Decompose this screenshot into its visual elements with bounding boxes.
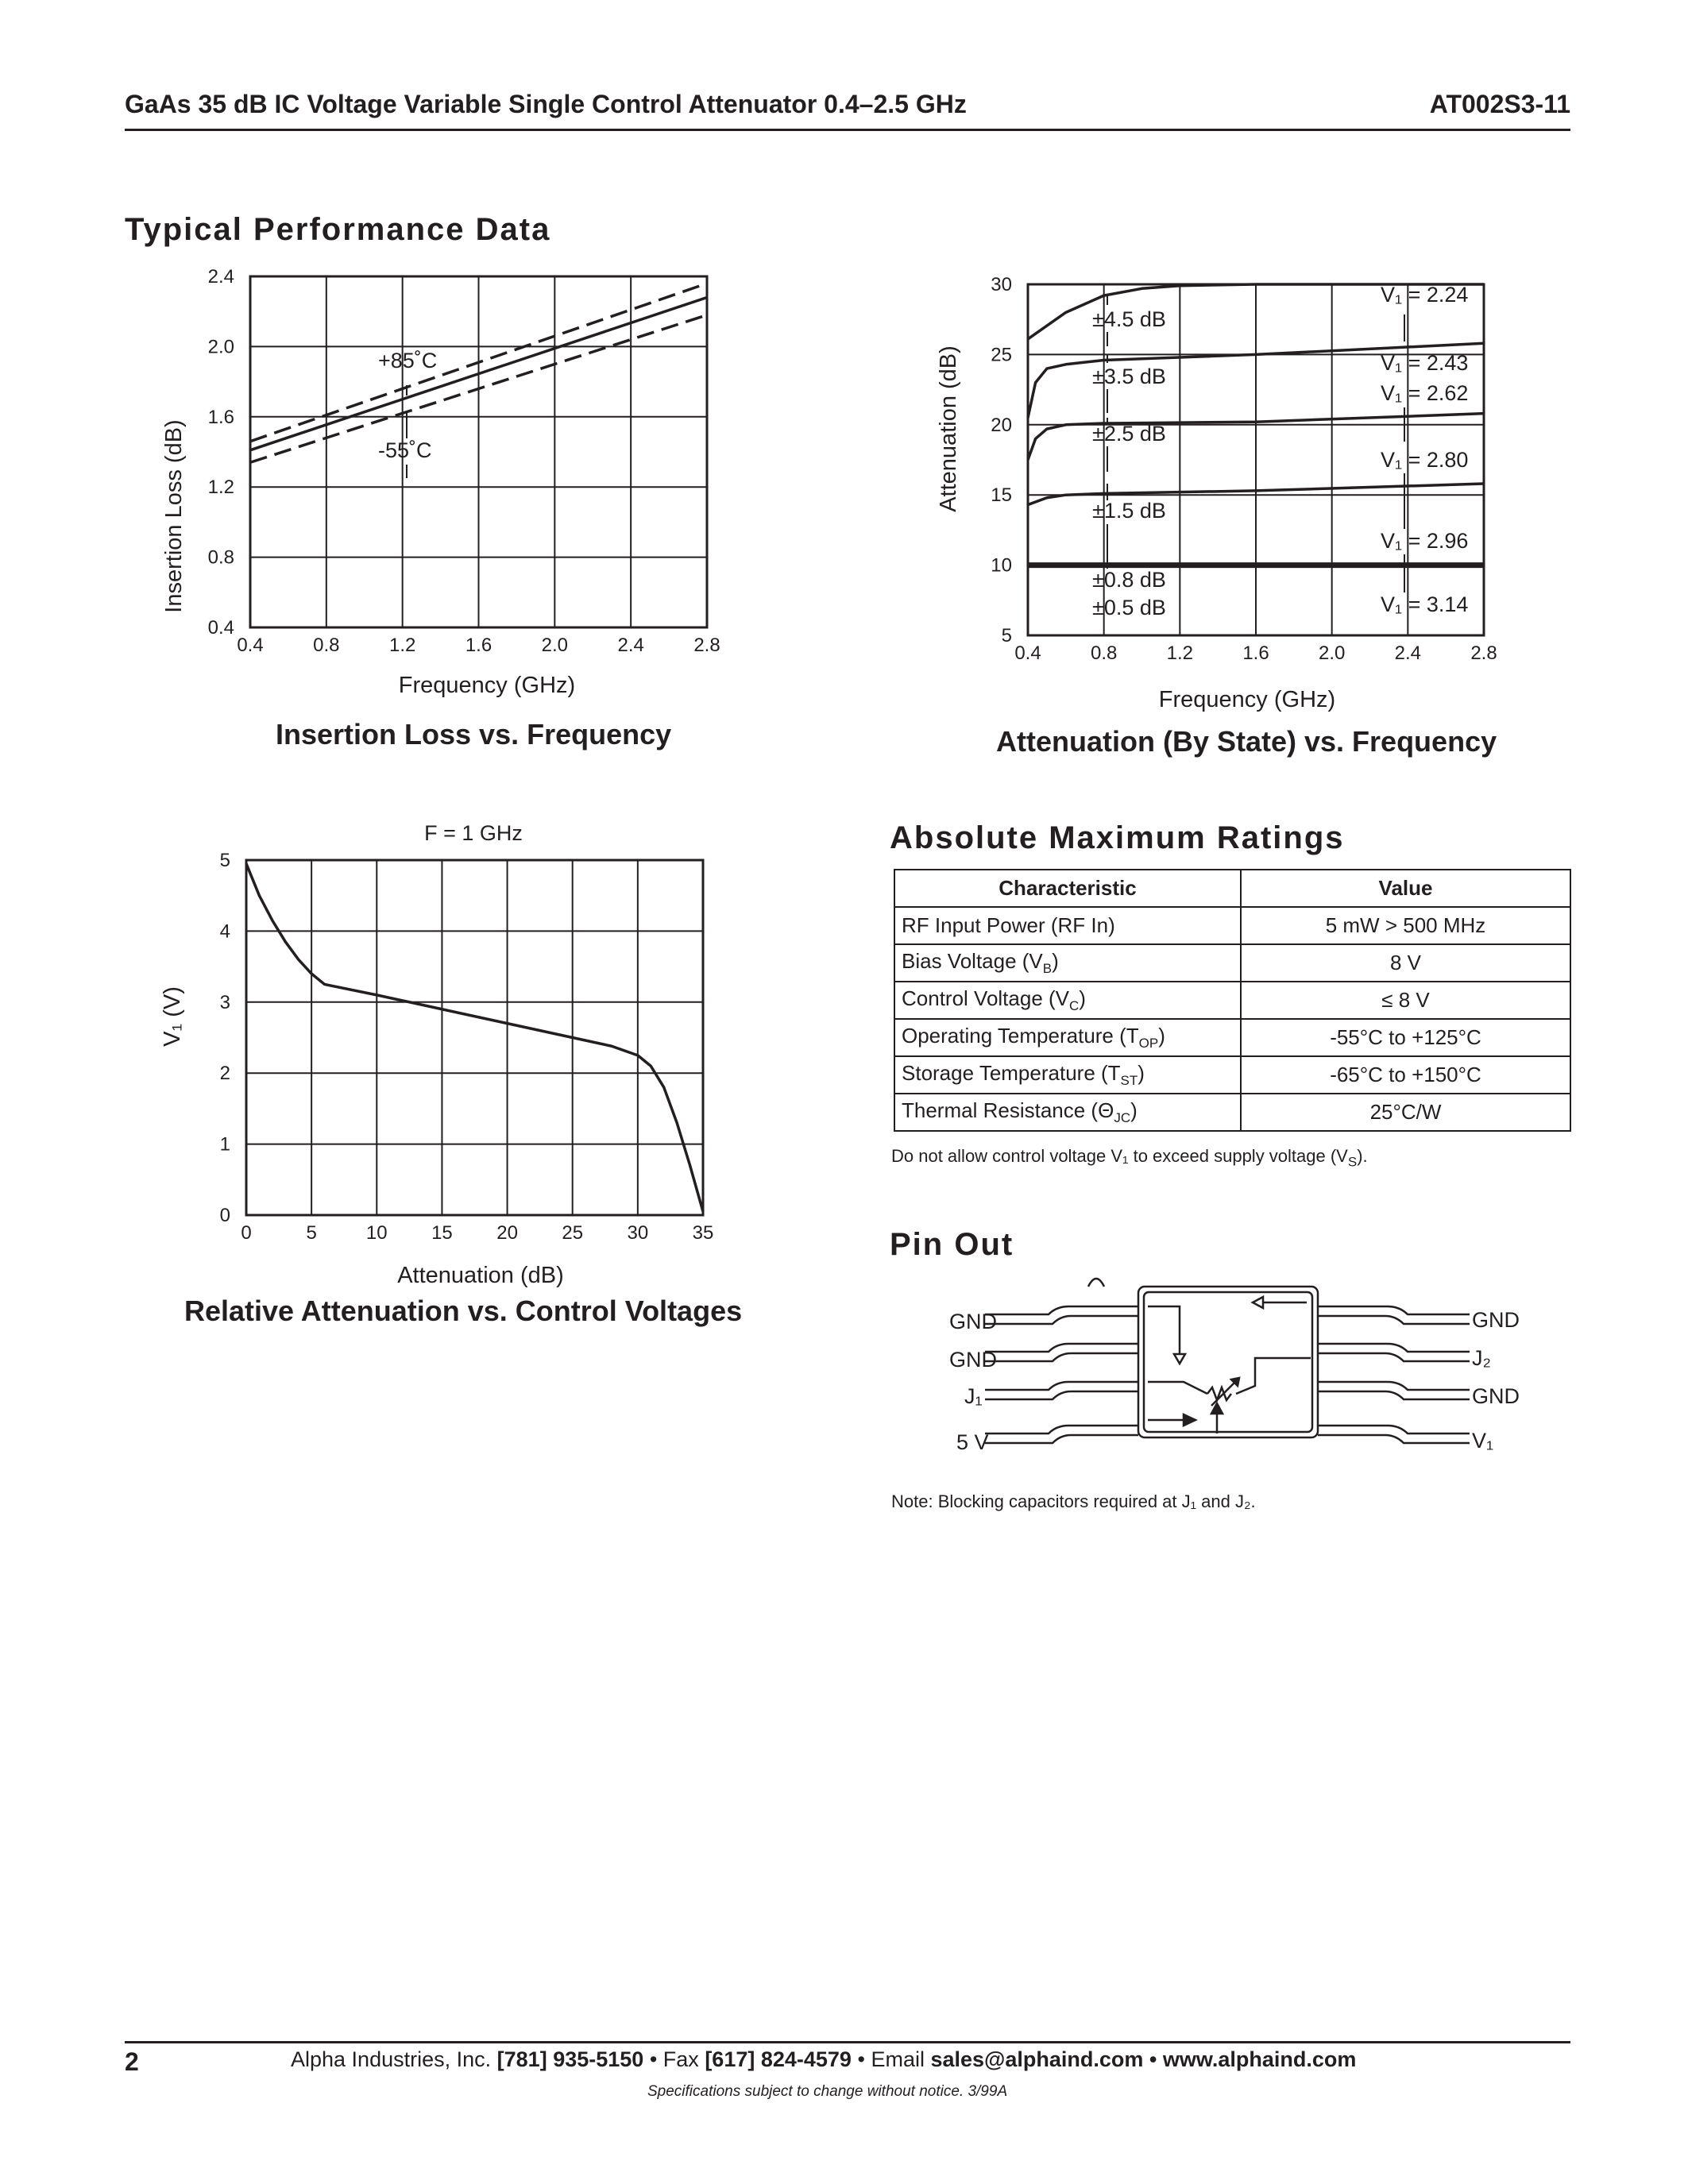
pin-lead-left	[985, 1382, 1138, 1399]
pinout-diagram	[929, 1267, 1533, 1489]
state-label: V₁ = 2.80	[1381, 448, 1469, 472]
y-tick-label: 5	[1001, 625, 1012, 646]
phone-number: [781] 935-5150	[496, 2047, 644, 2071]
chart-caption: Insertion Loss vs. Frequency	[276, 718, 672, 751]
pin-label-left: J₁	[964, 1384, 983, 1408]
x-tick-label: 0.8	[1090, 642, 1118, 664]
chart-grid	[246, 860, 703, 1215]
plot-frame	[246, 860, 703, 1215]
pin-leads	[985, 1306, 1470, 1443]
header-rule	[125, 129, 1570, 131]
x-tick-label: 2.8	[693, 635, 720, 656]
pin-label-left: GND	[949, 1310, 997, 1333]
chart-tick-labels	[220, 850, 714, 1244]
characteristic-cell: Bias Voltage $(V_B)$	[894, 944, 1241, 982]
x-tick-label: 25	[562, 1222, 584, 1244]
value-cell: -55°C to +125°C	[1241, 1019, 1570, 1056]
y-tick-label: 2.0	[207, 336, 234, 358]
value-cell: 5 mW > 500 MHz	[1241, 907, 1570, 944]
y-tick-label: 2	[219, 1063, 230, 1085]
value-cell: ≤ 8 V	[1241, 982, 1570, 1019]
characteristic-cell: Control Voltage $(V_C)$	[894, 982, 1241, 1019]
pin-lead-right	[1318, 1382, 1470, 1399]
table-row	[894, 907, 1570, 944]
state-label: V₁ = 2.62	[1381, 381, 1469, 405]
x-tick-label: 2.4	[617, 635, 644, 656]
x-tick-label: 15	[431, 1222, 453, 1244]
pin-label-left: 5 V	[956, 1430, 989, 1454]
x-tick-label: 1.2	[1166, 642, 1194, 664]
tolerance-label: ±1.5 dB	[1092, 499, 1166, 523]
x-tick-label: 1.2	[388, 635, 416, 656]
pinout-note: Note: Blocking capacitors required at J₁ and J₂.	[891, 1491, 1256, 1511]
tolerance-label: ±0.5 dB	[1092, 596, 1166, 619]
package-inner-outline	[1144, 1292, 1312, 1432]
chart-subtitle: F = 1 GHz	[424, 821, 523, 845]
pin-label-left: GND	[949, 1348, 997, 1372]
page-number: 2	[125, 2047, 139, 2076]
company-name: Alpha Industries, Inc.	[291, 2047, 492, 2071]
ratings-note: Do not allow control voltage V₁ to exceed supply voltage $(V_S)$.	[891, 1146, 1368, 1170]
table-row	[894, 1056, 1570, 1094]
x-axis-label: Frequency (GHz)	[398, 673, 576, 698]
chart-tick-labels	[208, 266, 720, 656]
series-line	[246, 863, 703, 1211]
y-tick-label: 1.2	[207, 477, 234, 499]
footer-rule	[125, 2041, 1570, 2043]
x-tick-label: 2.4	[1394, 642, 1422, 664]
pin-lead-left	[985, 1426, 1138, 1443]
tolerance-label: ±3.5 dB	[1092, 365, 1166, 388]
table-row	[894, 1019, 1570, 1056]
pin-lead-right	[1318, 1426, 1470, 1443]
state-label: V₁ = 2.96	[1381, 529, 1469, 553]
pin-lead-right	[1318, 1344, 1470, 1361]
state-label: V₁ = 2.24	[1381, 283, 1469, 307]
value-cell: -65°C to +150°C	[1241, 1056, 1570, 1094]
column-header: Value	[1241, 870, 1570, 907]
y-tick-label: 5	[219, 850, 230, 871]
page-header-title: GaAs 35 dB IC Voltage Variable Single Control Attenuator 0.4–2.5 GHz	[125, 90, 967, 118]
y-tick-label: 15	[991, 484, 1012, 507]
pin-label-right: GND	[1472, 1308, 1520, 1332]
x-tick-label: 35	[692, 1222, 714, 1244]
pin-lead-left	[985, 1306, 1138, 1324]
tolerance-label: ±2.5 dB	[1092, 422, 1166, 446]
x-tick-label: 20	[496, 1222, 518, 1244]
x-tick-label: 1.6	[465, 635, 492, 656]
characteristic-cell: Operating Temperature $(T_{OP})$	[894, 1019, 1241, 1056]
chart-attenuation-by-state	[921, 262, 1573, 715]
x-axis-label: Frequency (GHz)	[1158, 687, 1336, 712]
value-cell: 25°C/W	[1241, 1094, 1570, 1131]
y-tick-label: 1	[219, 1133, 230, 1156]
section-title-typical-performance: Typical Performance Data	[125, 212, 551, 247]
y-tick-label: 1.6	[207, 406, 234, 428]
footer-contact: Alpha Industries, Inc. [781] 935-5150 • Fax [617] 824-4579 • Email sales@alphaind.com • www.alphaind.com	[291, 2047, 1357, 2071]
y-tick-label: 0.8	[207, 546, 234, 569]
characteristic-cell: RF Input Power (RF In)	[894, 907, 1241, 944]
x-tick-label: 0.4	[237, 635, 264, 656]
x-tick-label: 30	[627, 1222, 649, 1244]
y-tick-label: 0.4	[207, 617, 234, 639]
chart-grid	[250, 276, 707, 627]
y-tick-label: 30	[991, 274, 1012, 295]
x-tick-label: 2.8	[1470, 642, 1497, 664]
table-row	[894, 982, 1570, 1019]
internal-schematic	[1148, 1297, 1311, 1433]
state-label: V₁ = 2.43	[1381, 351, 1469, 375]
characteristic-cell: Storage Temperature $(T_{ST})$	[894, 1056, 1241, 1094]
annotation-label: +85˚C	[378, 349, 438, 372]
x-tick-label: 1.6	[1242, 642, 1269, 664]
table-row	[894, 1094, 1570, 1131]
characteristic-cell: Thermal Resistance $(\Theta_{JC})$	[894, 1094, 1241, 1131]
x-axis-label: Attenuation (dB)	[397, 1263, 564, 1288]
annotation-label: -55˚C	[378, 438, 432, 462]
column-header: Characteristic	[894, 870, 1241, 907]
chart-state-labels	[1092, 283, 1468, 619]
y-axis-label: Attenuation (dB)	[936, 345, 961, 512]
x-tick-label: 5	[306, 1222, 317, 1244]
pin-label-right: GND	[1472, 1384, 1520, 1408]
section-title-absolute-max: Absolute Maximum Ratings	[890, 820, 1345, 855]
y-tick-label: 25	[991, 344, 1012, 366]
x-tick-label: 2.0	[541, 635, 569, 656]
pin-lead-right	[1318, 1306, 1470, 1324]
footer-disclaimer: Specifications subject to change without notice. 3/99A	[647, 2083, 1008, 2100]
table-header-row	[894, 870, 1570, 907]
x-tick-label: 0.4	[1014, 642, 1041, 664]
section-title-pin-out: Pin Out	[890, 1227, 1014, 1262]
chart-caption: Attenuation (By State) vs. Frequency	[996, 725, 1497, 758]
y-tick-label: 3	[219, 991, 230, 1013]
y-axis-label: Insertion Loss (dB)	[161, 419, 187, 613]
tolerance-label: ±4.5 dB	[1092, 307, 1166, 331]
pin-lead-left	[985, 1344, 1138, 1361]
x-tick-label: 2.0	[1318, 642, 1346, 664]
value-cell: 8 V	[1241, 944, 1570, 982]
pin-label-right: V₁	[1472, 1429, 1494, 1453]
email-link[interactable]: sales@alphaind.com	[930, 2047, 1144, 2071]
website-link[interactable]: www.alphaind.com	[1162, 2047, 1357, 2071]
y-tick-label: 2.4	[207, 266, 234, 287]
x-tick-label: 0.8	[313, 635, 340, 656]
pin1-notch	[1088, 1279, 1104, 1287]
ratings-table	[894, 869, 1571, 1132]
state-label: V₁ = 3.14	[1381, 592, 1469, 616]
y-tick-label: 20	[991, 414, 1012, 436]
y-tick-label: 4	[219, 920, 230, 943]
chart-series-group	[246, 863, 703, 1211]
x-tick-label: 0	[241, 1222, 252, 1244]
chart-caption: Relative Attenuation vs. Control Voltages	[184, 1295, 743, 1327]
chart-relative-attenuation	[143, 814, 747, 1298]
y-axis-label: V₁ (V)	[160, 986, 185, 1047]
fax-number: [617] 824-4579	[705, 2047, 852, 2071]
x-tick-label: 10	[365, 1222, 388, 1244]
tolerance-label: ±0.8 dB	[1092, 568, 1166, 592]
y-tick-label: 0	[219, 1205, 230, 1226]
y-tick-label: 10	[991, 554, 1012, 577]
chart-insertion-loss	[143, 254, 747, 707]
package-outline	[1138, 1287, 1318, 1437]
pin-label-right: J₂	[1472, 1346, 1491, 1370]
part-number: AT002S3-11	[1429, 90, 1570, 118]
table-row	[894, 944, 1570, 982]
